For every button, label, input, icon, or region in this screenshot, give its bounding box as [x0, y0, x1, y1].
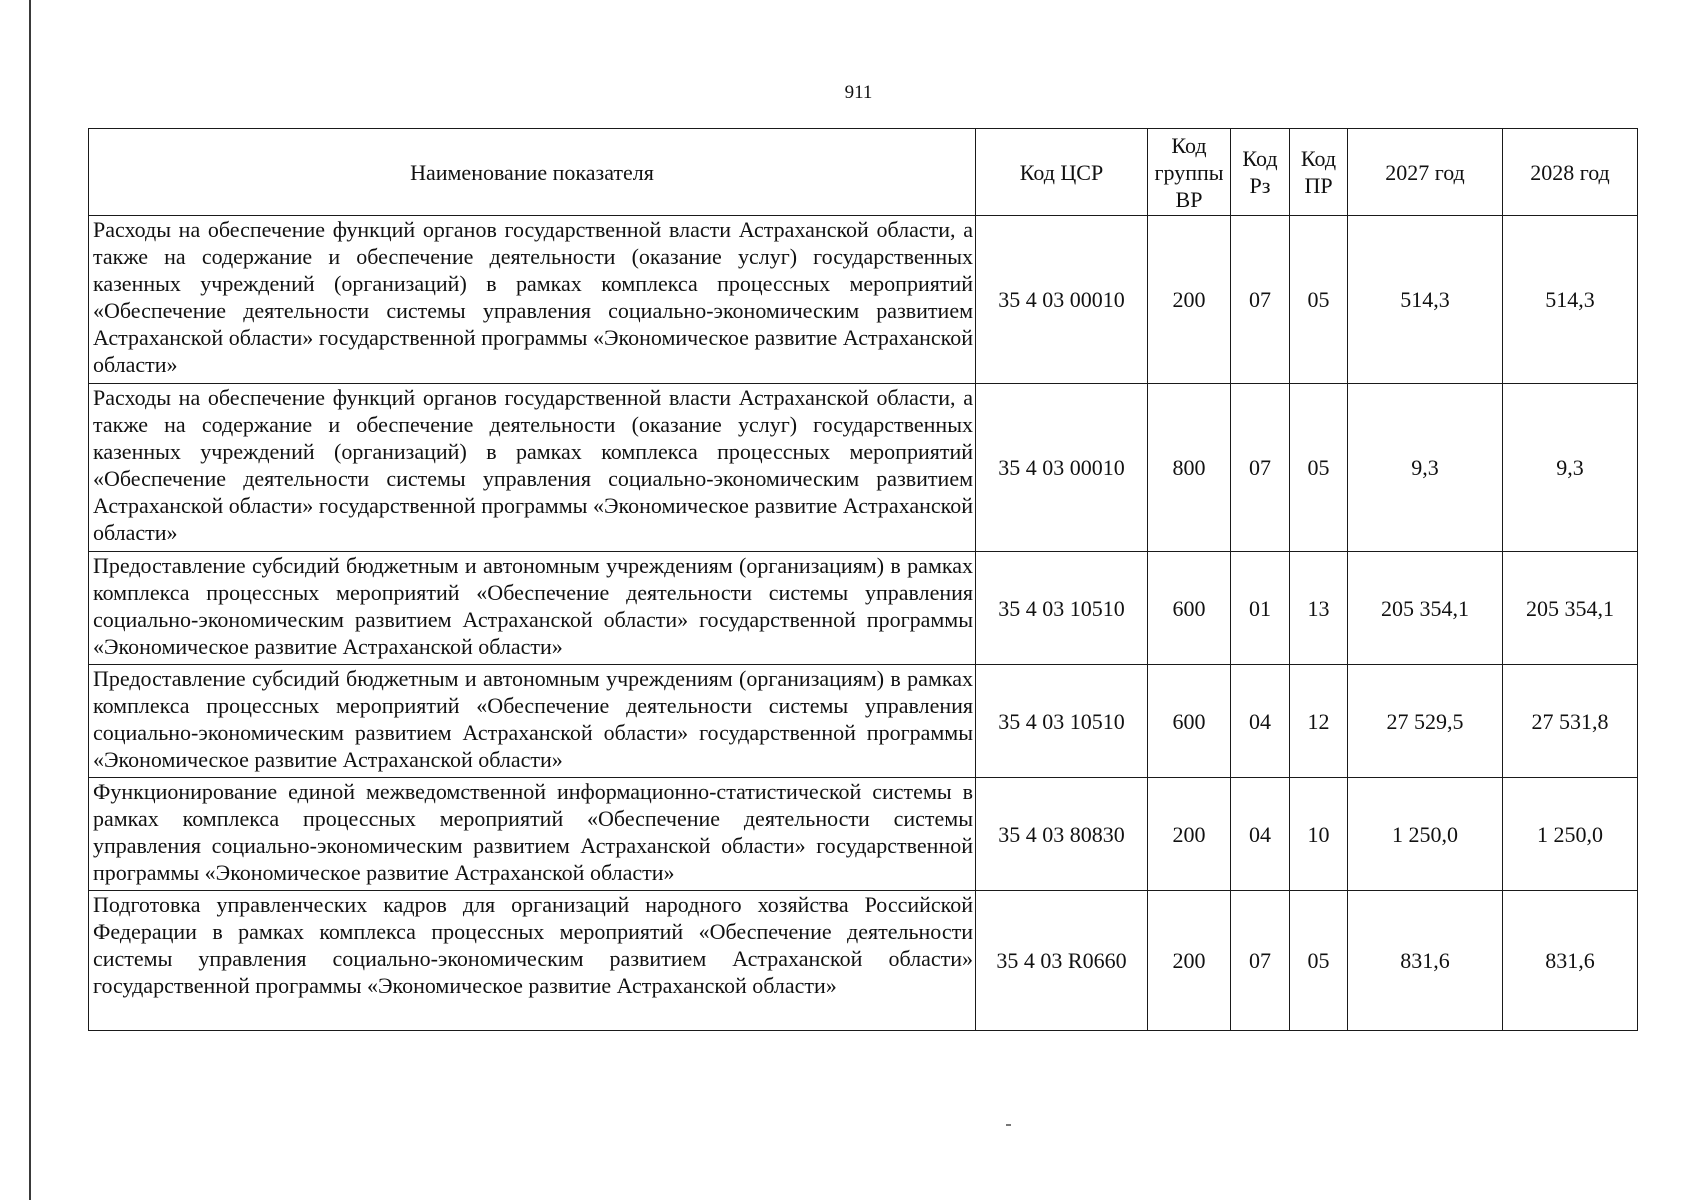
table-body	[89, 216, 1638, 1031]
cell-vr: 200	[1148, 216, 1231, 384]
cell-name: Расходы на обеспечение функций органов государственной власти Астраханской области, а также на содержание и обеспечение деятельности (оказание услуг) государственных казенных учреждений (организаций) в рамках комплекса процессных мероприятий «Обеспечение деятельности системы управления социально-экономическим развитием Астраханской области» государственной программы «Экономическое развитие Астраханской области»	[89, 216, 976, 384]
cell-2028: 205 354,1	[1503, 552, 1638, 665]
scan-speck	[1006, 1124, 1011, 1126]
cell-name: Предоставление субсидий бюджетным и автономным учреждениям (организациям) в рамках комплекса процессных мероприятий «Обеспечение деятельности системы управления социально-экономическим развитием Астраханской области» государственной программы «Экономическое развитие Астраханской области»	[89, 552, 976, 665]
cell-vr: 600	[1148, 665, 1231, 778]
cell-rz: 07	[1231, 384, 1290, 552]
budget-table	[88, 128, 1638, 1031]
cell-name: Функционирование единой межведомственной информационно-статистической системы в рамках комплекса процессных мероприятий «Обеспечение деятельности системы управления социально-экономическим развитием Астраханской области» государственной программы «Экономическое развитие Астраханской области»	[89, 778, 976, 891]
cell-rz: 07	[1231, 891, 1290, 1031]
table-row	[89, 665, 1638, 778]
cell-name: Предоставление субсидий бюджетным и автономным учреждениям (организациям) в рамках комплекса процессных мероприятий «Обеспечение деятельности системы управления социально-экономическим развитием Астраханской области» государственной программы «Экономическое развитие Астраханской области»	[89, 665, 976, 778]
page-number: 911	[844, 82, 873, 103]
cell-csr: 35 4 03 10510	[976, 665, 1148, 778]
header-vr: Код группы ВР	[1148, 129, 1231, 216]
cell-2027: 514,3	[1348, 216, 1503, 384]
cell-2028: 9,3	[1503, 384, 1638, 552]
header-2028: 2028 год	[1503, 129, 1638, 216]
cell-2028: 27 531,8	[1503, 665, 1638, 778]
cell-pr: 12	[1290, 665, 1348, 778]
table-row	[89, 216, 1638, 384]
cell-2027: 9,3	[1348, 384, 1503, 552]
cell-csr: 35 4 03 80830	[976, 778, 1148, 891]
cell-csr: 35 4 03 10510	[976, 552, 1148, 665]
cell-name: Подготовка управленческих кадров для организаций народного хозяйства Российской Федерации в рамках комплекса процессных мероприятий «Обеспечение деятельности системы управления социально-экономическим развитием Астраханской области» государственной программы «Экономическое развитие Астраханской области»	[89, 891, 976, 1031]
cell-2027: 27 529,5	[1348, 665, 1503, 778]
header-row	[89, 129, 1638, 216]
table-row	[89, 552, 1638, 665]
cell-csr: 35 4 03 00010	[976, 384, 1148, 552]
header-2027: 2027 год	[1348, 129, 1503, 216]
header-pr: Код ПР	[1290, 129, 1348, 216]
cell-vr: 200	[1148, 778, 1231, 891]
cell-pr: 05	[1290, 891, 1348, 1031]
table-row	[89, 891, 1638, 1031]
cell-2027: 1 250,0	[1348, 778, 1503, 891]
cell-pr: 13	[1290, 552, 1348, 665]
cell-pr: 05	[1290, 384, 1348, 552]
cell-rz: 07	[1231, 216, 1290, 384]
cell-vr: 600	[1148, 552, 1231, 665]
cell-vr: 200	[1148, 891, 1231, 1031]
cell-pr: 10	[1290, 778, 1348, 891]
table-row	[89, 384, 1638, 552]
cell-2028: 831,6	[1503, 891, 1638, 1031]
table-row	[89, 778, 1638, 891]
cell-2028: 514,3	[1503, 216, 1638, 384]
cell-rz: 04	[1231, 778, 1290, 891]
header-rz: Код Рз	[1231, 129, 1290, 216]
header-csr: Код ЦСР	[976, 129, 1148, 216]
cell-csr: 35 4 03 R0660	[976, 891, 1148, 1031]
cell-2027: 205 354,1	[1348, 552, 1503, 665]
header-name: Наименование показателя	[89, 129, 976, 216]
binding-margin-line	[29, 0, 31, 1200]
cell-pr: 05	[1290, 216, 1348, 384]
table-header	[89, 129, 1638, 216]
cell-2027: 831,6	[1348, 891, 1503, 1031]
cell-2028: 1 250,0	[1503, 778, 1638, 891]
cell-name: Расходы на обеспечение функций органов государственной власти Астраханской области, а также на содержание и обеспечение деятельности (оказание услуг) государственных казенных учреждений (организаций) в рамках комплекса процессных мероприятий «Обеспечение деятельности системы управления социально-экономическим развитием Астраханской области» государственной программы «Экономическое развитие Астраханской области»	[89, 384, 976, 552]
cell-rz: 01	[1231, 552, 1290, 665]
cell-csr: 35 4 03 00010	[976, 216, 1148, 384]
cell-vr: 800	[1148, 384, 1231, 552]
cell-rz: 04	[1231, 665, 1290, 778]
